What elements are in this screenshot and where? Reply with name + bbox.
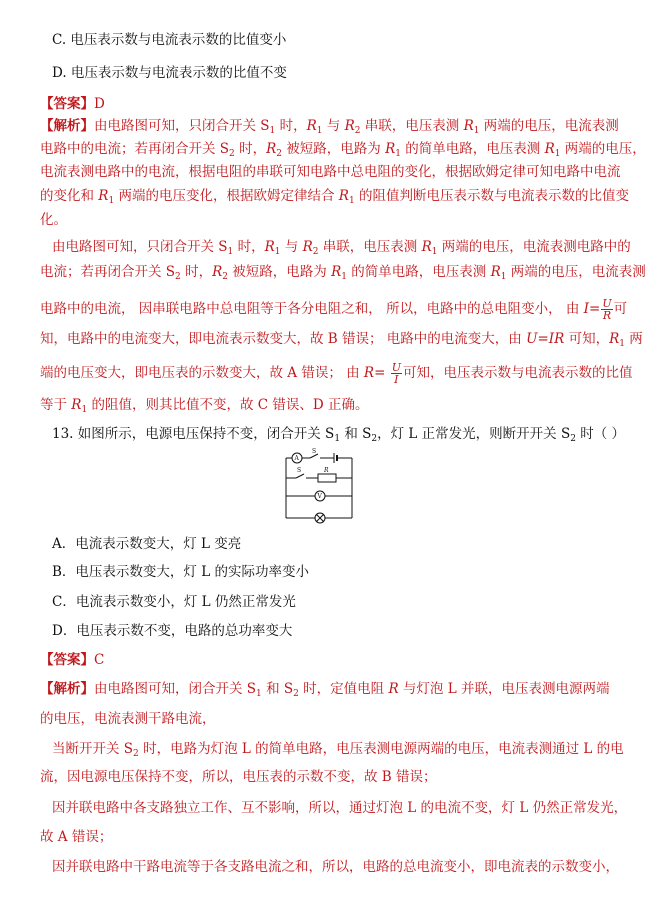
q13-analysis-line-7: 因并联电路中干路电流等于各支路电流之和，所以，电路的总电流变小，即电流表的示数变小， [52, 859, 619, 875]
q13-analysis-line-1: 【解析】由电路图可知，闭合开关 $S_1$ 和 $S_2$ 时，定值电阻 R 与灯泡 L 并联，电压表测电源两端 [40, 681, 610, 699]
switch-s2-label: S [297, 467, 302, 474]
q13-option-d: D．电压表示数不变，电路的总功率变大 [52, 623, 293, 639]
resistor-label: R [324, 467, 329, 474]
q12-answer [40, 94, 105, 114]
q13-option-b: B．电压表示数变大，灯 L 的实际功率变小 [52, 564, 309, 580]
q12-option-c: C. 电压表示数与电流表示数的比值变小 [52, 32, 287, 48]
fraction-u-over-i: $\frac{U}{I}$ [391, 361, 401, 386]
q13-option-c: C．电流表示数变小，灯 L 仍然正常发光 [52, 594, 296, 610]
q13-analysis-line-5: 因并联电路中各支路独立工作、互不影响，所以，通过灯泡 L 的电流不变，灯 L 仍然正常发光， [52, 800, 628, 816]
q12-solution-line-1: 由电路图可知，只闭合开关 $S_1$ 时，$R_1$ 与 $R_2$ 串联，电压表测 $R_1$ 两端的电压，电流表测电路中的 [52, 239, 631, 257]
q13-answer [40, 650, 104, 670]
q13-analysis-line-2: 的电压，电流表测干路电流， [40, 711, 216, 727]
q12-solution-line-2: 电流；若再闭合开关 $S_2$ 时，$R_2$ 被短路，电路为 $R_1$ 的简单电路，电压表测 $R_1$ 两端的电压，电流表测 [40, 264, 646, 282]
answer-value: D [94, 96, 105, 112]
q13-stem: 13. 如图所示，电源电压保持不变，闭合开关 $S_1$ 和 $S_2$，灯 L 正常发光，则断开开关 $S_2$ 时（ ） [52, 426, 626, 444]
q12-analysis-line-5: 化。 [40, 212, 67, 228]
q12-analysis-line-2: 电路中的电流；若再闭合开关 $S_2$ 时，$R_2$ 被短路，电路为 $R_1$ 的简单电路，电压表测 $R_1$ 两端的电压， [40, 141, 646, 159]
switch-s2 [296, 474, 304, 478]
q12-option-d: D. 电压表示数与电流表示数的比值不变 [52, 65, 287, 81]
voltmeter-label: V [317, 493, 322, 500]
answer-label: 【答案】 [40, 652, 94, 668]
answer-value: C [94, 652, 105, 668]
q12-solution-line-5: 端的电压变大，即电压表的示数变大，故 A 错误； 由 R= $\frac{U}{I}$ 可知，电压表示数与电流表示数的比值 [40, 361, 633, 386]
q12-analysis-line-4: 的变化和 $R_1$ 两端的电压变化，根据欧姆定律结合 $R_1$ 的阻值判断电压表示数与电流表示数的比值变 [40, 188, 629, 206]
analysis-label: 【解析】 [40, 118, 94, 134]
q13-analysis-line-4: 流，因电源电压保持不变，所以，电压表的示数不变，故 B 错误； [40, 769, 437, 785]
answer-label: 【答案】 [40, 96, 94, 112]
q12-analysis-line-1: 【解析】由电路图可知，只闭合开关 $S_1$ 时，$R_1$ 与 $R_2$ 串联，电压表测 $R_1$ 两端的电压，电流表测 [40, 118, 619, 136]
q12-solution-line-4: 知，电路中的电流变大，即电流表示数变大，故 B 错误； 电路中的电流变大，由 U=IR 可知，$R_1$ 两 [40, 331, 643, 349]
analysis-label: 【解析】 [40, 681, 94, 697]
resistor [318, 474, 336, 482]
switch-s1-label: S [312, 448, 317, 455]
q13-option-a: A．电流表示数变大，灯 L 变亮 [52, 536, 242, 552]
q13-analysis-line-6: 故 A 错误； [40, 829, 113, 845]
fraction-u-over-r: $\frac{U}{R}$ [602, 297, 612, 322]
circuit-diagram [282, 448, 358, 526]
q12-solution-line-3: 电路中的电流， 因串联电路中总电阻等于各分电阻之和， 所以，电路中的总电阻变小， 由 I= $\frac{U}{R}$ 可 [40, 297, 628, 322]
ammeter-label: A [294, 455, 299, 462]
q13-analysis-line-3: 当断开开关 $S_2$ 时，电路为灯泡 L 的简单电路，电压表测电源两端的电压，电流表测通过 L 的电 [52, 741, 624, 759]
q12-solution-line-6: 等于 $R_1$ 的阻值，则其比值不变，故 C 错误、D 正确。 [40, 397, 369, 415]
q12-analysis-line-3: 电流表测电路中的电流，根据电阻的串联可知电路中总电阻的变化，根据欧姆定律可知电路中电流 [40, 164, 621, 180]
